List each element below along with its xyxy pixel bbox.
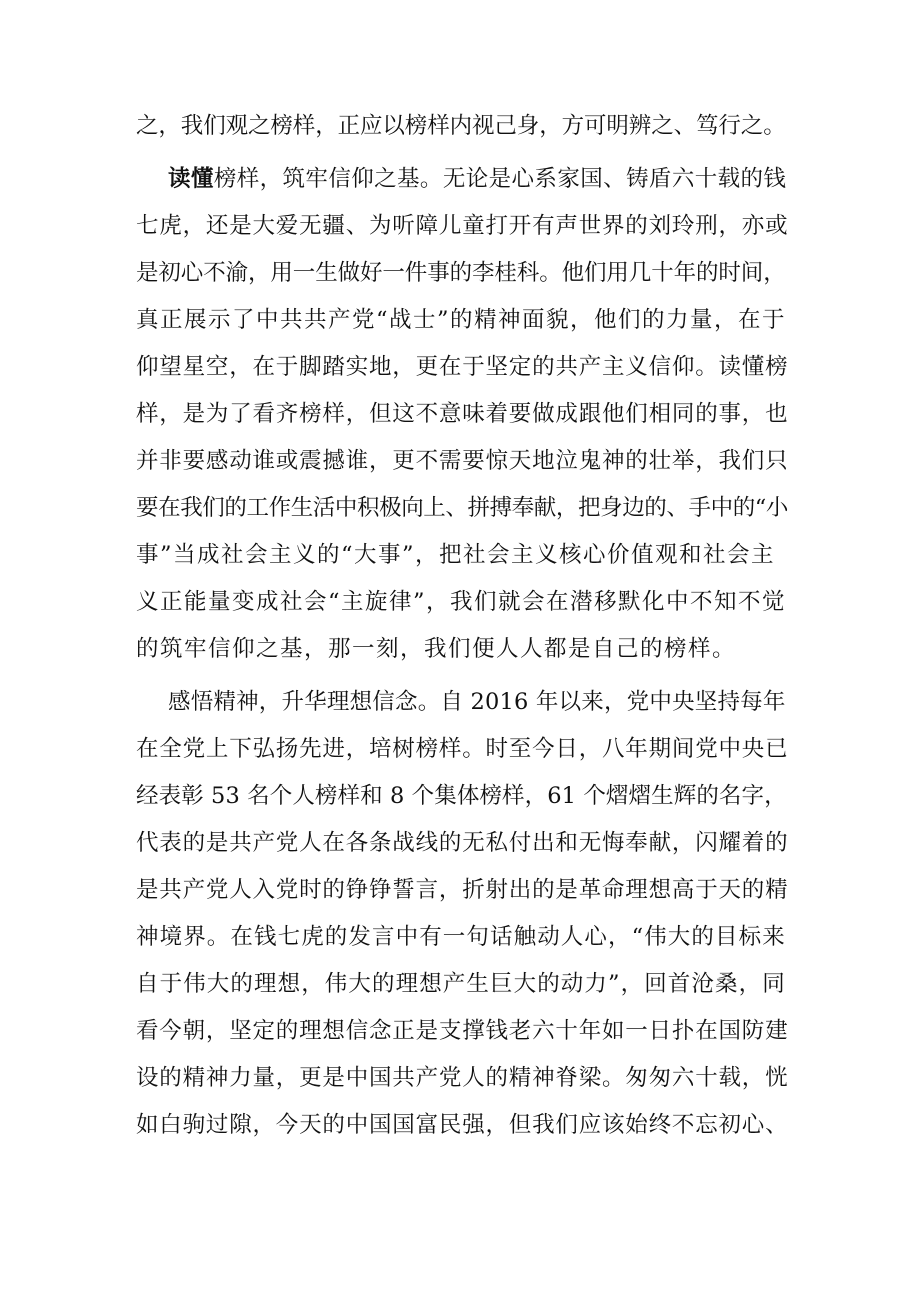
text-line-20: 看今朝，坚定的理想信念正是支撑钱老六十年如一日扑在国防建	[136, 1018, 789, 1044]
text-line-6: 仰望星空，在于脚踏实地，更在于坚定的共产主义信仰。读懂榜	[136, 354, 789, 380]
text-line-14: 在全党上下弘扬先进，培树榜样。时至今日，八年期间党中央已	[136, 736, 789, 762]
text-line-10: 事”当成社会主义的“大事”，把社会主义核心价值观和社会主	[136, 542, 776, 568]
paragraph-1-first-line	[168, 159, 788, 199]
text-line-19: 自于伟大的理想，伟大的理想产生巨大的动力”，回首沧桑，同	[136, 971, 786, 997]
bold-lead-phrase: 读懂	[168, 166, 214, 192]
paragraph-2-first-line: 感悟精神，升华理想信念。自 2016 年以来，党中央坚持每年	[168, 689, 786, 715]
text-line-2: 榜样，筑牢信仰之基。无论是心系家国、铸盾六十载的钱	[213, 166, 787, 192]
text-line-7: 样，是为了看齐榜样，但这不意味着要做成跟他们相同的事，也	[136, 401, 789, 427]
text-line-8: 并非要感动谁或震撼谁，更不需要惊天地泣鬼神的壮举，我们只	[136, 448, 789, 474]
text-line-22: 如白驹过隙，今天的中国国富民强，但我们应该始终不忘初心、	[136, 1112, 789, 1138]
text-line-16: 代表的是共产党人在各条战线的无私付出和无悔奉献，闪耀着的	[136, 830, 789, 856]
text-line-11: 义正能量变成社会“主旋律”，我们就会在潜移默化中不知不觉	[136, 589, 787, 615]
text-line-5: 真正展示了中共共产党“战士”的精神面貌，他们的力量，在于	[136, 307, 787, 333]
text-line-17: 是共产党人入党时的铮铮誓言，折射出的是革命理想高于天的精	[136, 877, 789, 903]
text-line-21: 设的精神力量，更是中国共产党人的精神脊梁。匆匆六十载，恍	[136, 1065, 789, 1091]
text-line-9: 要在我们的工作生活中积极向上、拼搏奉献，把身边的、手中的“小	[136, 495, 789, 521]
text-line-4: 是初心不渝，用一生做好一件事的李桂科。他们用几十年的时间，	[136, 260, 786, 286]
text-line-15: 经表彰 53 名个人榜样和 8 个集体榜样，61 个熠熠生辉的名字，	[136, 783, 787, 809]
text-line-1: 之，我们观之榜样，正应以榜样内视己身，方可明辨之、笃行之。	[136, 113, 786, 139]
text-line-12: 的筑牢信仰之基，那一刻，我们便人人都是自己的榜样。	[136, 636, 737, 662]
text-line-18: 神境界。在钱七虎的发言中有一句话触动人心，“伟大的目标来	[136, 924, 786, 950]
text-line-3: 七虎，还是大爱无疆、为听障儿童打开有声世界的刘玲刑，亦或	[136, 213, 789, 239]
